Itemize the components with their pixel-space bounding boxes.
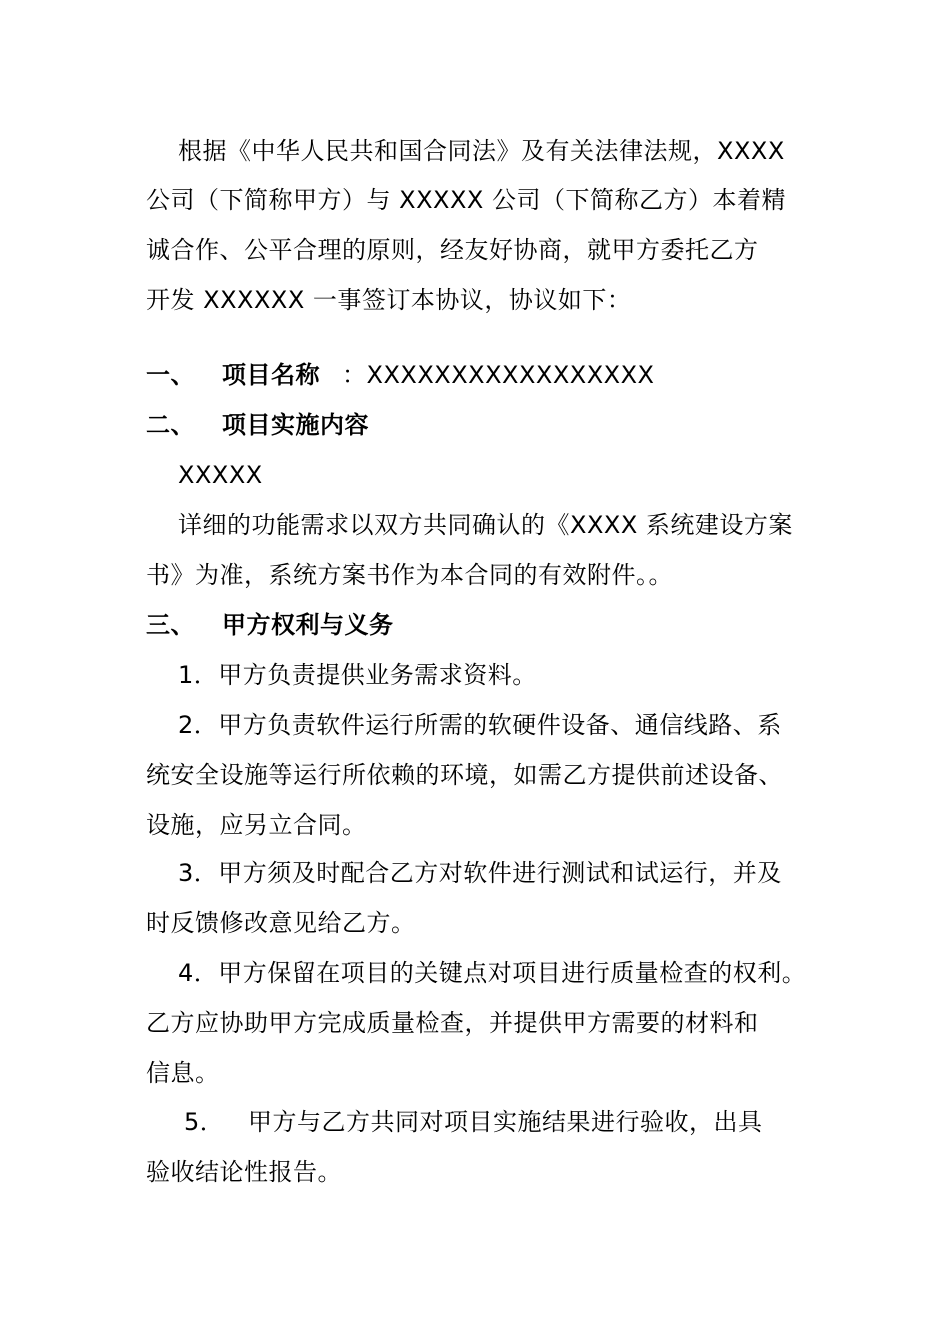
section-1-title: 项目名称 [222,361,320,389]
section-3-item-5-text: 甲方与乙方共同对项目实施结果进行验收，出具 [248,1108,763,1136]
section-3-item-3-line-2: 时反馈修改意见给乙方。 [146,909,416,937]
section-3-item-2-line-1: 2．甲方负责软件运行所需的软硬件设备、通信线路、系 [178,711,782,739]
section-3-title: 甲方权利与义务 [222,611,394,639]
section-1-value: ：XXXXXXXXXXXXXXXXX [342,361,655,389]
section-3-item-4-line-1: 4．甲方保留在项目的关键点对项目进行质量检查的权利。 [178,959,807,987]
section-3-item-5-line-1 [184,1107,763,1137]
section-2-heading [146,410,369,440]
section-2-number: 二、 [146,411,195,439]
section-1-heading [146,360,655,390]
intro-line-4: 开发 XXXXXX 一事签订本协议，协议如下： [146,286,632,314]
section-2-title: 项目实施内容 [222,411,369,439]
section-3-item-4-line-3: 信息。 [146,1059,220,1087]
section-2-detail-line-1: 详细的功能需求以双方共同确认的《XXXX 系统建设方案 [178,511,793,539]
section-2-item: XXXXX [178,461,263,489]
intro-line-3: 诚合作、公平合理的原则，经友好协商，就甲方委托乙方 [146,236,759,264]
section-1-number: 一、 [146,361,195,389]
section-3-item-5-line-2: 验收结论性报告。 [146,1158,342,1186]
section-3-item-3-line-1: 3．甲方须及时配合乙方对软件进行测试和试运行，并及 [178,859,782,887]
section-3-number: 三、 [146,611,195,639]
section-3-item-5-number: 5． [184,1108,225,1136]
section-3-heading [146,610,394,640]
intro-line-2: 公司（下简称甲方）与 XXXXX 公司（下简称乙方）本着精 [146,186,786,214]
section-3-item-2-line-3: 设施，应另立合同。 [146,811,367,839]
section-3-item-4-line-2: 乙方应协助甲方完成质量检查，并提供甲方需要的材料和 [146,1009,759,1037]
section-3-item-1-line-1: 1．甲方负责提供业务需求资料。 [178,661,537,689]
intro-line-1: 根据《中华人民共和国合同法》及有关法律法规，XXXX [178,137,785,165]
section-3-item-2-line-2: 统安全设施等运行所依赖的环境，如需乙方提供前述设备、 [146,761,783,789]
section-2-detail-line-2: 书》为准，系统方案书作为本合同的有效附件。。 [146,561,673,589]
